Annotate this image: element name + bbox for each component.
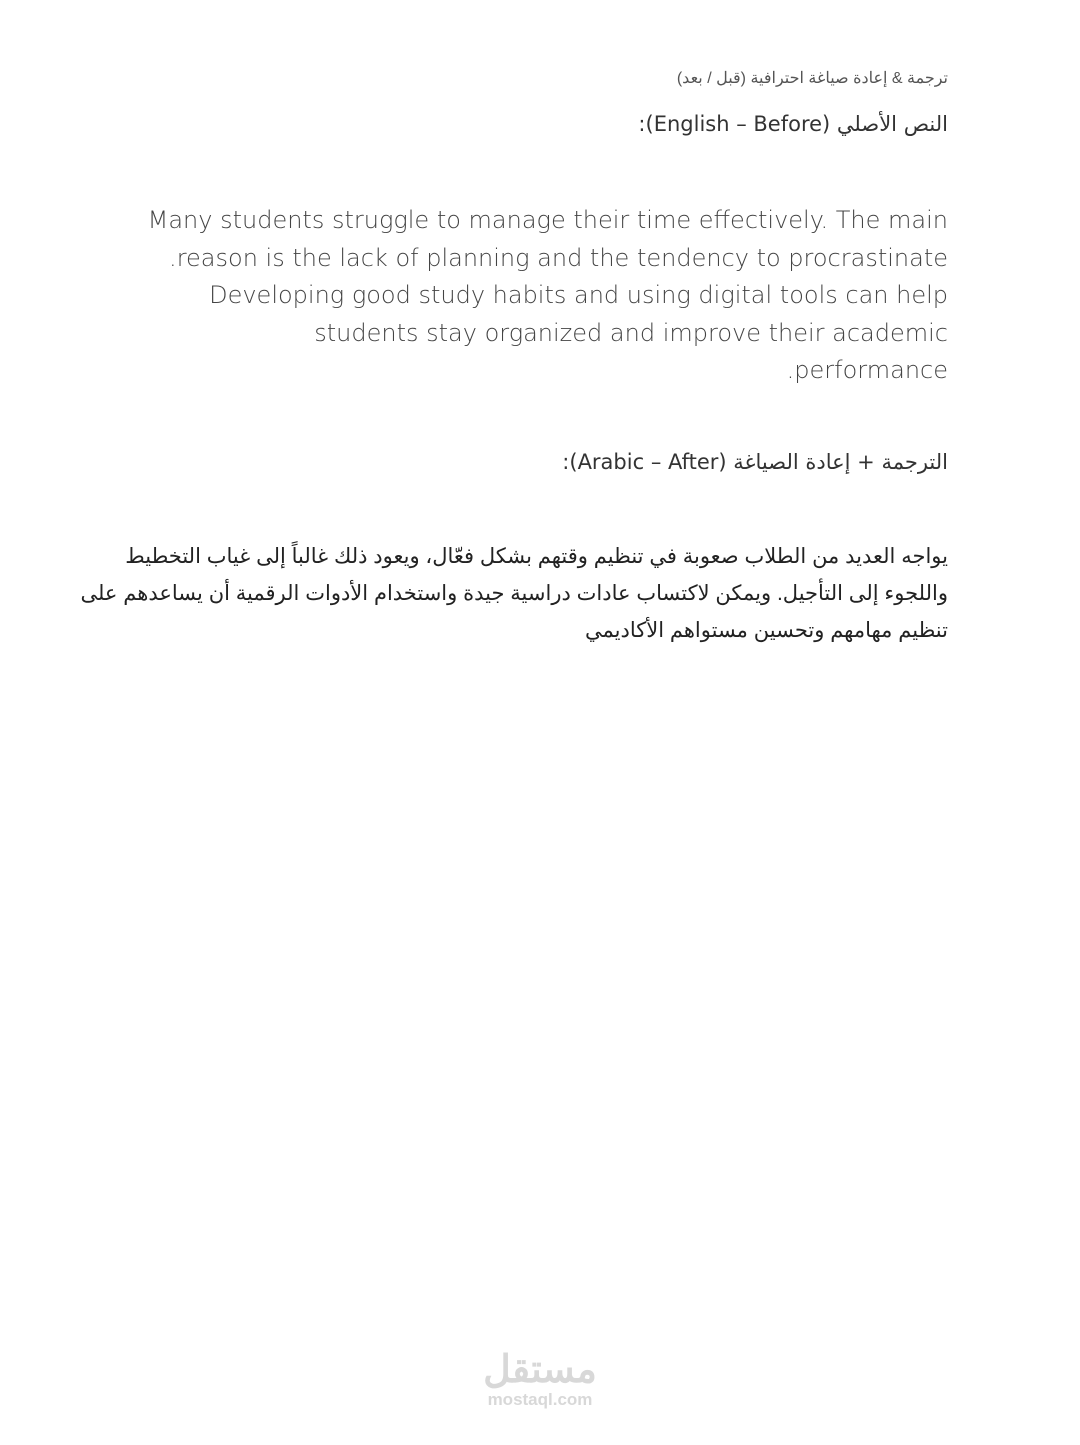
english-line: Developing good study habits and using digital tools can help xyxy=(209,281,948,309)
english-line: students stay organized and improve their academic xyxy=(314,318,948,347)
arabic-line: تنظيم مهامهم وتحسين مستواهم الأكاديمي xyxy=(585,619,948,642)
before-heading: النص الأصلي (English – Before): xyxy=(638,112,948,136)
english-line: performance. xyxy=(786,356,948,384)
document-title: ترجمة & إعادة صياغة احترافية (قبل / بعد) xyxy=(676,70,948,87)
watermark-url: mostaql.com xyxy=(487,1390,593,1409)
arabic-line: واللجوء إلى التأجيل. ويمكن لاكتساب عادات دراسية جيدة واستخدام الأدوات الرقمية أن يساعدهم على xyxy=(80,582,948,605)
english-line: Many students struggle to manage their time effectively. The main xyxy=(147,206,948,234)
english-paragraph xyxy=(148,202,948,390)
arabic-paragraph xyxy=(80,538,948,649)
watermark-logo: مستقل xyxy=(483,1349,597,1391)
watermark xyxy=(470,1350,610,1410)
english-line: reason is the lack of planning and the tendency to procrastinate. xyxy=(169,243,948,272)
arabic-line: يواجه العديد من الطلاب صعوبة في تنظيم وقتهم بشكل فعّال، ويعود ذلك غالباً إلى غياب التخطيط xyxy=(125,545,948,568)
after-heading: الترجمة + إعادة الصياغة (Arabic – After): xyxy=(562,450,948,474)
